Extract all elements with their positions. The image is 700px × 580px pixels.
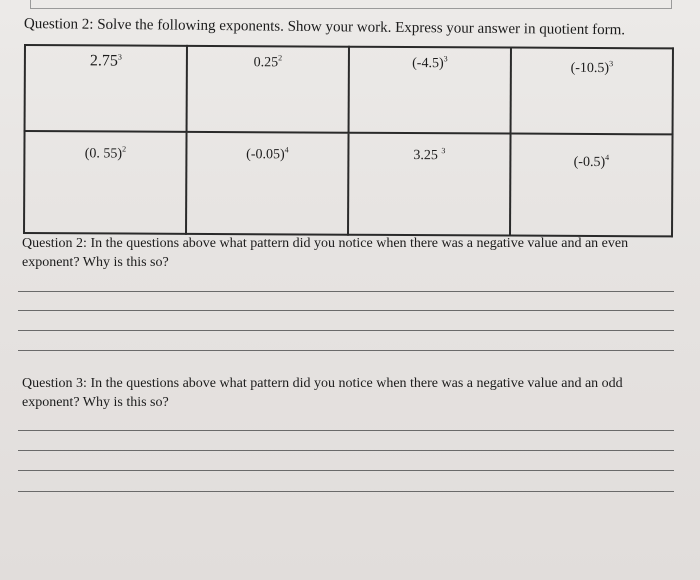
table-row — [25, 45, 673, 134]
cell-exponent: 3 — [441, 146, 446, 156]
question-3-pattern-text: Question 3: In the questions above what pattern did you notice when there was a negative value and an odd exponent? Why is this so? — [22, 376, 623, 410]
question-2-pattern-text: Question 2: In the questions above what pattern did you notice when there was a negative value and an even exponent? Why is this so? — [22, 236, 629, 270]
table-cell — [187, 46, 349, 133]
table-cell — [348, 133, 511, 236]
answer-line[interactable] — [18, 350, 674, 351]
cell-base: (-0.05) — [246, 147, 285, 163]
cell-exponent: 3 — [443, 54, 448, 64]
cell-base: (-10.5) — [570, 60, 610, 77]
previous-box-edge — [30, 0, 672, 9]
table-cell — [25, 45, 187, 132]
cell-exponent: 3 — [117, 52, 122, 62]
table-cell — [510, 134, 673, 237]
answer-line[interactable] — [18, 291, 674, 292]
cell-exponent: 2 — [278, 53, 283, 63]
answer-line[interactable] — [18, 450, 674, 451]
answer-line[interactable] — [18, 310, 674, 311]
answer-line[interactable] — [18, 491, 674, 492]
answer-line[interactable] — [18, 330, 674, 331]
cell-exponent: 2 — [122, 144, 127, 154]
cell-base: 3.25 — [413, 148, 442, 164]
cell-base: (-0.5) — [573, 154, 606, 171]
answer-line[interactable] — [18, 470, 674, 471]
table-cell — [186, 132, 349, 235]
answer-line[interactable] — [18, 430, 674, 431]
cell-base: 2.75 — [89, 52, 118, 70]
table-cell — [24, 131, 187, 234]
table-cell — [349, 47, 511, 134]
cell-exponent: 3 — [609, 59, 614, 69]
exponent-table — [23, 44, 674, 237]
cell-base: 0.25 — [253, 55, 279, 71]
cell-base: (0. 55) — [84, 146, 123, 162]
table-cell — [511, 48, 673, 135]
cell-exponent: 4 — [284, 145, 289, 155]
question-2-title: Question 2: Solve the following exponents. Show your work. Express your answer in quotient form. — [23, 16, 626, 39]
cell-exponent: 4 — [605, 153, 610, 163]
cell-base: (-4.5) — [412, 56, 444, 72]
table-row — [24, 131, 673, 236]
